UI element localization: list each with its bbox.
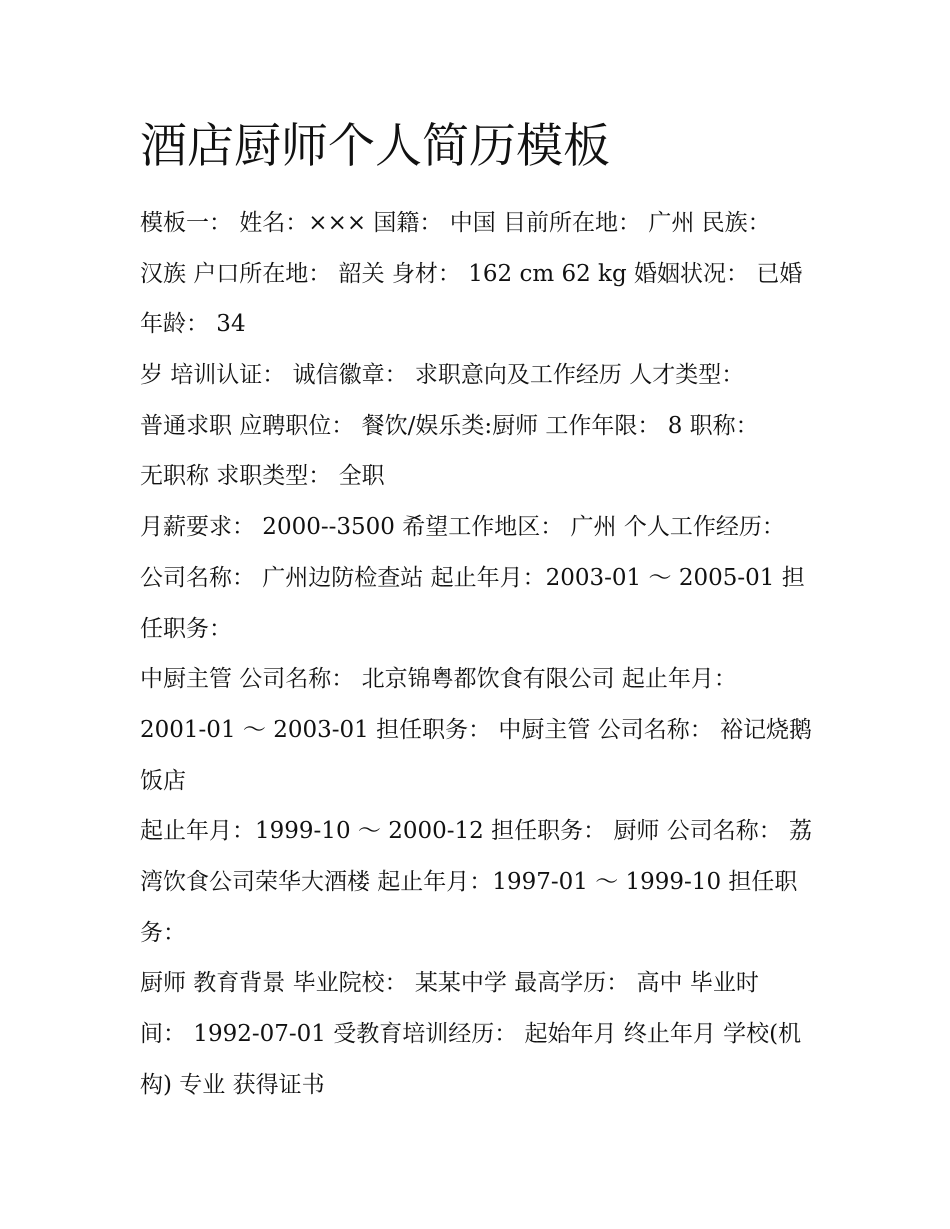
text-line: 汉族 户口所在地： 韶关 身材： 162 cm 62 kg 婚姻状况： 已婚 — [140, 260, 803, 287]
text-line: 2001-01 ～ 2003-01 担任职务： 中厨主管 公司名称： 裕记烧鹅 — [140, 716, 813, 743]
text-line: 公司名称： 广州边防检查站 起止年月：2003-01 ～ 2005-01 担 — [140, 564, 805, 591]
text-line: 年龄： 34 — [140, 311, 246, 338]
text-line: 月薪要求： 2000--3500 希望工作地区： 广州 个人工作经历： — [140, 514, 785, 541]
text-line: 湾饮食公司荣华大酒楼 起止年月：1997-01 ～ 1999-10 担任职 — [140, 868, 798, 895]
text-line: 厨师 教育背景 毕业院校： 某某中学 最高学历： 高中 毕业时 — [140, 970, 759, 997]
text-line: 任职务： — [140, 615, 232, 642]
text-line: 构) 专业 获得证书 — [140, 1071, 325, 1098]
text-line: 岁 培训认证： 诚信徽章： 求职意向及工作经历 人才类型： — [140, 362, 745, 389]
text-line: 普通求职 应聘职位： 餐饮/娱乐类:厨师 工作年限： 8 职称： — [140, 412, 759, 439]
text-line: 间： 1992-07-01 受教育培训经历： 起始年月 终止年月 学校(机 — [140, 1021, 802, 1047]
text-line: 起止年月：1999-10 ～ 2000-12 担任职务： 厨师 公司名称： 荔 — [140, 818, 813, 845]
document-body — [140, 198, 820, 1110]
text-line: 模板一： 姓名：××× 国籍： 中国 目前所在地： 广州 民族： — [140, 210, 771, 236]
text-line: 无职称 求职类型： 全职 — [140, 463, 385, 490]
text-line: 饭店 — [140, 767, 186, 794]
text-line: 务： — [140, 919, 186, 946]
document-title: 酒店厨师个人简历模板 — [140, 119, 610, 174]
text-line: 中厨主管 公司名称： 北京锦粤都饮食有限公司 起止年月： — [140, 666, 737, 693]
